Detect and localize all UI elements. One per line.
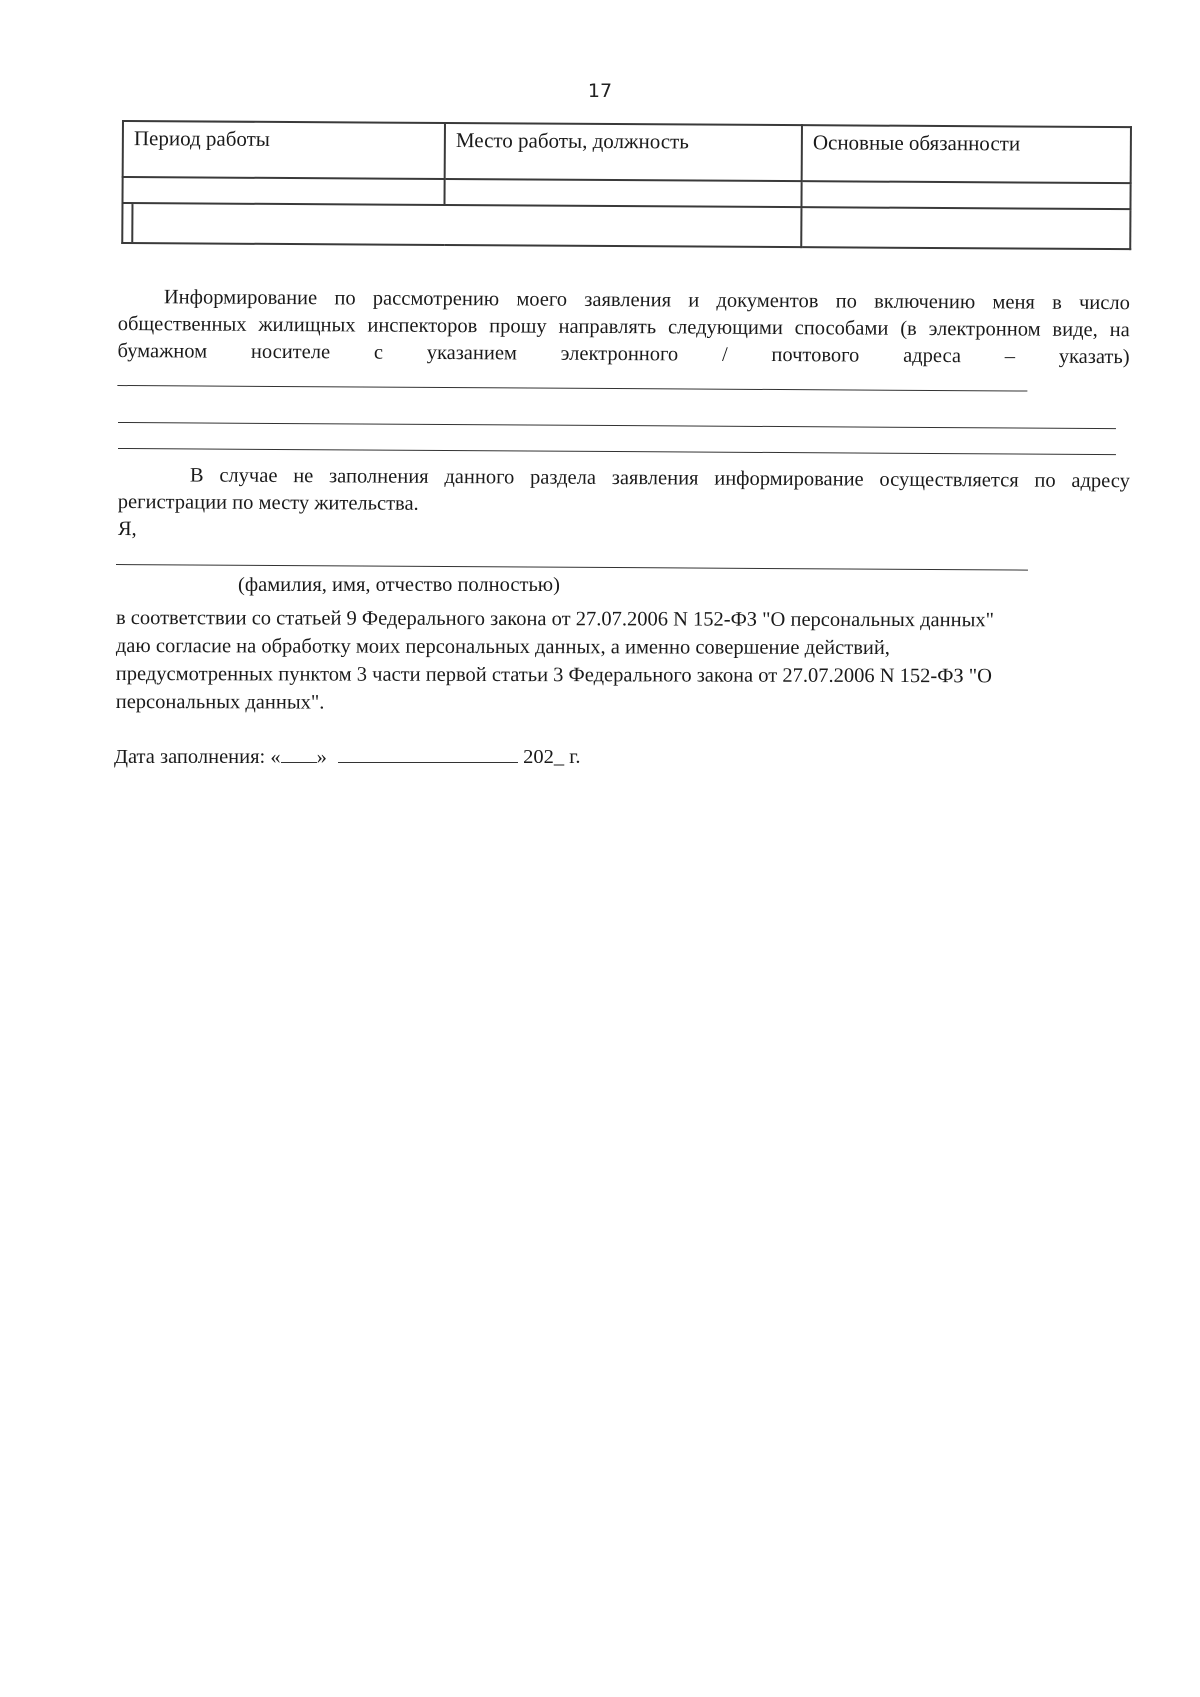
table-cell[interactable] xyxy=(801,181,1130,209)
header-period: Период работы xyxy=(123,121,445,179)
header-duties: Основные обязанности xyxy=(802,125,1131,183)
i-label: Я, xyxy=(117,517,137,541)
consent-text: в соответствии со статьей 9 Федерального закона от 27.07.2006 N 152-ФЗ "О персональных данных" даю согласие на обработку моих персональных данных, а именно совершение действий, предусмотренных пунктом 3 части первой статьи 3 Федерального закона от 27.07.2006 N 152-ФЗ "О персональных данных". xyxy=(115,607,995,714)
contact-method-line[interactable] xyxy=(118,448,1116,455)
date-label: Дата заполнения: « xyxy=(114,746,281,768)
date-year: 202_ г. xyxy=(523,746,581,768)
default-notice-paragraph: В случае не заполнения данного раздела заявления информирование осуществляется по адресу регистрации по месту жительства. xyxy=(117,464,1130,515)
month-field[interactable] xyxy=(338,744,518,763)
table-cell[interactable] xyxy=(122,177,444,205)
contact-method-line[interactable] xyxy=(118,422,1116,429)
day-field[interactable] xyxy=(281,744,317,763)
fill-date xyxy=(114,744,580,769)
fio-caption: (фамилия, имя, отчество полностью) xyxy=(238,574,560,596)
header-workplace: Место работы, должность xyxy=(445,123,802,181)
page-number: 17 xyxy=(587,80,613,102)
info-paragraph xyxy=(117,284,1130,400)
work-history-table xyxy=(121,120,1132,250)
contact-method-field[interactable] xyxy=(117,365,1027,392)
table-cell-merged[interactable] xyxy=(122,203,801,247)
fio-field[interactable] xyxy=(116,564,1028,571)
table-cell[interactable] xyxy=(801,207,1130,249)
date-close-quote: » xyxy=(316,746,327,768)
info-paragraph-text: Информирование по рассмотрению моего заявления и документов по включению меня в число общественных жилищных инспекторов прошу направлять следующими способами (в электронном виде, на бумажном носителе с указанием электронного / почтового адреса – указать) xyxy=(117,286,1130,369)
table-cell[interactable] xyxy=(444,179,801,207)
